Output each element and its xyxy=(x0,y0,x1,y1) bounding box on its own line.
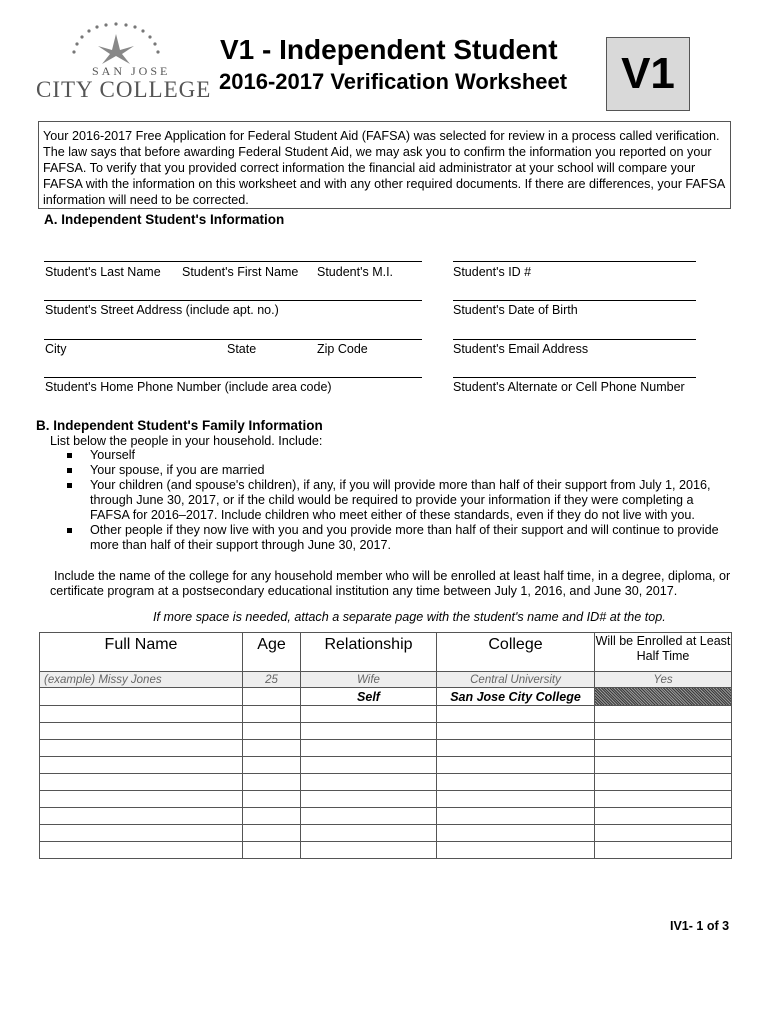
example-name: (example) Missy Jones xyxy=(40,672,243,688)
relationship-cell[interactable] xyxy=(301,740,437,757)
name-cell[interactable] xyxy=(40,740,243,757)
page-subtitle: 2016-2017 Verification Worksheet xyxy=(219,69,568,94)
table-row xyxy=(40,723,732,740)
name-cell[interactable] xyxy=(40,791,243,808)
age-cell[interactable] xyxy=(243,825,301,842)
enrolled-cell[interactable] xyxy=(595,706,732,723)
table-row xyxy=(40,757,732,774)
example-row xyxy=(40,672,732,688)
relationship-cell[interactable] xyxy=(301,774,437,791)
bullet-icon xyxy=(67,483,72,488)
age-cell[interactable] xyxy=(243,723,301,740)
section-a-heading: A. Independent Student's Information xyxy=(44,212,285,227)
alt-phone-line[interactable] xyxy=(453,377,696,378)
name-cell[interactable] xyxy=(40,825,243,842)
self-age-cell[interactable] xyxy=(243,688,301,706)
enrolled-cell[interactable] xyxy=(595,757,732,774)
table-row xyxy=(40,825,732,842)
age-cell[interactable] xyxy=(243,740,301,757)
zip-label: Zip Code xyxy=(317,342,368,356)
email-label: Student's Email Address xyxy=(453,342,589,356)
enrolled-cell[interactable] xyxy=(595,808,732,825)
college-cell[interactable] xyxy=(437,740,595,757)
relationship-cell[interactable] xyxy=(301,808,437,825)
table-row xyxy=(40,706,732,723)
intro-text: Your 2016-2017 Free Application for Federal Student Aid (FAFSA) was selected for review in a process called verification. The law says that before awarding Federal Student Aid, we may ask you to confirm the information you reported on your FAFSA. To verify that you provided correct information the financial aid administrator at your school will compare your FAFSA with the information on this worksheet and with any other required documents. If there are differences, your FAFSA information will need to be corrected. xyxy=(38,121,731,209)
college-header: College xyxy=(437,633,595,672)
bullet-icon xyxy=(67,453,72,458)
home-phone-line[interactable] xyxy=(44,377,422,378)
logo-san-jose-text: SAN JOSE xyxy=(92,64,171,78)
list-intro: List below the people in your household. Include: xyxy=(50,434,323,448)
table-row xyxy=(40,808,732,825)
star-logo-icon xyxy=(66,22,170,66)
bullet-icon xyxy=(67,468,72,473)
student-id-label: Student's ID # xyxy=(453,265,532,279)
date-of-birth-line[interactable] xyxy=(453,300,696,301)
self-enrolled-shaded xyxy=(595,688,732,706)
list-item: Your children (and spouse's children), if any, if you will provide more than half of their support from July 1, 2016, through June 30, 2017, or if the child would be required to provide your information if they were completing a FAFSA for 2016–2017. Include children who meet either of these standards, even if they do not live with you. xyxy=(66,478,726,523)
college-cell[interactable] xyxy=(437,791,595,808)
table-row xyxy=(40,774,732,791)
mi-label: Student's M.I. xyxy=(317,265,394,279)
age-cell[interactable] xyxy=(243,791,301,808)
enrolled-header: Will be Enrolled at Least Half Time xyxy=(595,633,732,672)
relationship-cell[interactable] xyxy=(301,757,437,774)
example-age: 25 xyxy=(243,672,301,688)
section-b-heading: B. Independent Student's Family Information xyxy=(36,418,323,433)
age-cell[interactable] xyxy=(243,757,301,774)
list-item: Other people if they now live with you and you provide more than half of their support and will continue to provide more than half of their support through June 30, 2017. xyxy=(66,523,726,553)
enrolled-cell[interactable] xyxy=(595,842,732,859)
table-header-row xyxy=(40,633,732,672)
full-name-header: Full Name xyxy=(40,633,243,672)
relationship-header: Relationship xyxy=(301,633,437,672)
example-relationship: Wife xyxy=(301,672,437,688)
first-name-label: Student's First Name xyxy=(182,265,299,279)
logo-city-college-text: CITY COLLEGE xyxy=(36,77,212,102)
college-cell[interactable] xyxy=(437,842,595,859)
space-note: If more space is needed, attach a separate page with the student's name and ID# at the top. xyxy=(153,610,666,624)
form-badge: V1 xyxy=(606,37,690,111)
last-name-label: Student's Last Name xyxy=(45,265,161,279)
enrolled-cell[interactable] xyxy=(595,825,732,842)
family-table xyxy=(39,632,732,859)
college-cell[interactable] xyxy=(437,774,595,791)
household-list xyxy=(66,448,726,553)
college-cell[interactable] xyxy=(437,808,595,825)
email-line[interactable] xyxy=(453,339,696,340)
name-cell[interactable] xyxy=(40,842,243,859)
street-address-line[interactable] xyxy=(44,300,422,301)
table-row xyxy=(40,740,732,757)
example-college: Central University xyxy=(437,672,595,688)
college-cell[interactable] xyxy=(437,825,595,842)
name-cell[interactable] xyxy=(40,757,243,774)
age-cell[interactable] xyxy=(243,842,301,859)
name-cell[interactable] xyxy=(40,774,243,791)
relationship-cell[interactable] xyxy=(301,723,437,740)
self-relationship: Self xyxy=(301,688,437,706)
enrolled-cell[interactable] xyxy=(595,791,732,808)
street-address-label: Student's Street Address (include apt. no.) xyxy=(45,303,279,317)
relationship-cell[interactable] xyxy=(301,825,437,842)
enrolled-cell[interactable] xyxy=(595,723,732,740)
self-college: San Jose City College xyxy=(437,688,595,706)
college-cell[interactable] xyxy=(437,706,595,723)
college-cell[interactable] xyxy=(437,757,595,774)
page-title: V1 - Independent Student xyxy=(220,34,558,65)
college-note: Include the name of the college for any household member who will be enrolled at least half time, in a degree, diploma, or certificate program at a postsecondary educational institution any time between July 1, 2016, and June 30, 2017. xyxy=(50,569,731,598)
relationship-cell[interactable] xyxy=(301,842,437,859)
college-cell[interactable] xyxy=(437,723,595,740)
bullet-icon xyxy=(67,528,72,533)
name-cell[interactable] xyxy=(40,706,243,723)
page-number: IV1- 1 of 3 xyxy=(670,919,730,933)
age-header: Age xyxy=(243,633,301,672)
table-row xyxy=(40,791,732,808)
example-enrolled: Yes xyxy=(595,672,732,688)
age-cell[interactable] xyxy=(243,706,301,723)
alt-phone-label: Student's Alternate or Cell Phone Number xyxy=(453,380,685,394)
name-cell[interactable] xyxy=(40,723,243,740)
date-of-birth-label: Student's Date of Birth xyxy=(453,303,578,317)
self-name-cell[interactable] xyxy=(40,688,243,706)
student-id-line[interactable] xyxy=(453,261,696,262)
relationship-cell[interactable] xyxy=(301,791,437,808)
table-row xyxy=(40,842,732,859)
list-item: Your spouse, if you are married xyxy=(66,463,726,478)
city-state-zip-line[interactable] xyxy=(44,339,422,340)
home-phone-label: Student's Home Phone Number (include area code) xyxy=(45,380,332,394)
list-item: Yourself xyxy=(66,448,726,463)
relationship-cell[interactable] xyxy=(301,706,437,723)
age-cell[interactable] xyxy=(243,808,301,825)
enrolled-cell[interactable] xyxy=(595,774,732,791)
name-cell[interactable] xyxy=(40,808,243,825)
city-label: City xyxy=(45,342,67,356)
name-line[interactable] xyxy=(44,261,422,262)
age-cell[interactable] xyxy=(243,774,301,791)
self-row xyxy=(40,688,732,706)
state-label: State xyxy=(227,342,257,356)
college-logo xyxy=(36,22,212,106)
enrolled-cell[interactable] xyxy=(595,740,732,757)
